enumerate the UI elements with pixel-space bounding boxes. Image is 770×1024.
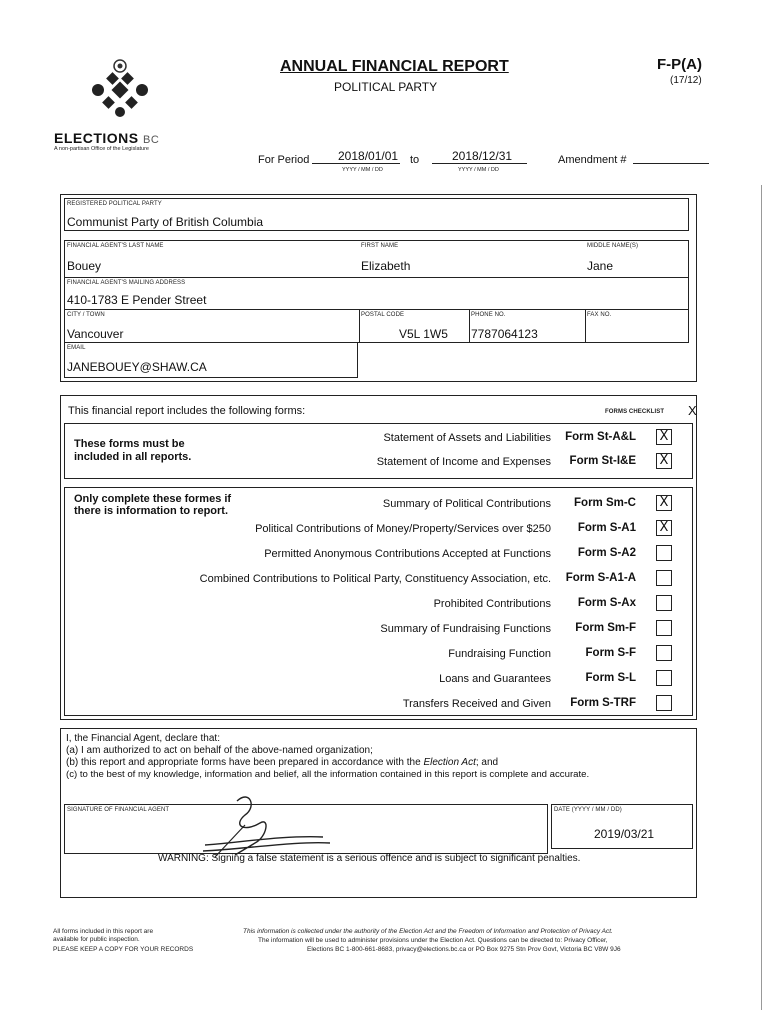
date-signed-label: DATE (YYYY / MM / DD) <box>554 807 622 813</box>
period-to: 2018/12/31 <box>452 149 513 163</box>
footer-left-1: All forms included in this report are <box>53 928 154 935</box>
optional-form-7-checkbox[interactable] <box>656 670 672 686</box>
optional-form-6-label: Fundraising Function <box>448 648 551 660</box>
first-name-field[interactable] <box>359 241 585 277</box>
declaration-line-b-pre: (b) this report and appropriate forms have been prepared in accordance with the <box>66 757 424 768</box>
date-hint-from: YYYY / MM / DD <box>342 167 383 173</box>
fax-label: FAX NO. <box>587 312 612 318</box>
org-name <box>54 130 159 146</box>
form-code: F-P(A) <box>657 56 702 73</box>
fax-field[interactable] <box>585 310 688 342</box>
forms-checklist-label: FORMS CHECKLIST <box>605 409 665 415</box>
footer-right-3: Elections BC 1-800-661-8683, privacy@elections.bc.ca or PO Box 9275 Stn Prov Govt, Victoria BC V8W 9J6 <box>307 946 621 953</box>
optional-form-5-checkbox[interactable] <box>656 620 672 636</box>
signature-label: SIGNATURE OF FINANCIAL AGENT <box>67 807 170 813</box>
optional-form-4-label: Prohibited Contributions <box>433 598 551 610</box>
date-hint-to: YYYY / MM / DD <box>458 167 499 173</box>
middle-name-field[interactable] <box>585 241 688 277</box>
optional-form-6-code: Form S-F <box>585 647 636 659</box>
period-from: 2018/01/01 <box>338 149 399 163</box>
optional-form-3-label: Combined Contributions to Political Party, Constituency Association, etc. <box>199 573 551 585</box>
form-version: (17/12) <box>670 75 702 86</box>
email-value: JANEBOUEY@SHAW.CA <box>67 360 207 374</box>
optional-form-1-label: Political Contributions of Money/Property/Services over $250 <box>255 523 551 535</box>
mailing-address-field[interactable] <box>64 277 689 310</box>
required-form-1-code: Form St-I&E <box>569 455 636 467</box>
declaration-line-b-act: Election Act <box>423 757 476 768</box>
city-value: Vancouver <box>67 327 124 341</box>
elections-bc-logo <box>80 52 160 130</box>
optional-form-0-checkbox[interactable]: X <box>656 495 672 511</box>
postal-code-value: V5L 1W5 <box>399 327 448 341</box>
optional-form-5-code: Form Sm-F <box>575 622 636 634</box>
forms-intro: This financial report includes the following forms: <box>68 405 306 417</box>
scan-edge-line <box>761 185 762 1010</box>
required-form-1-checkbox[interactable]: X <box>656 453 672 469</box>
last-name-field[interactable] <box>65 241 359 277</box>
email-field[interactable] <box>64 342 358 378</box>
optional-form-4-checkbox[interactable] <box>656 595 672 611</box>
optional-form-8-checkbox[interactable] <box>656 695 672 711</box>
optional-form-3-checkbox[interactable] <box>656 570 672 586</box>
report-title: ANNUAL FINANCIAL REPORT <box>280 58 509 75</box>
period-label: For Period <box>258 154 310 166</box>
date-signed-field[interactable] <box>551 804 693 849</box>
agent-name-row <box>64 240 689 278</box>
optional-form-2-label: Permitted Anonymous Contributions Accepted at Functions <box>264 548 551 560</box>
city-field[interactable] <box>65 310 360 342</box>
footer-right-2: The information will be used to administer provisions under the Election Act. Questions can be directed to: Privacy Officer, <box>258 937 608 944</box>
last-name-label: FINANCIAL AGENT'S LAST NAME <box>67 243 164 249</box>
optional-form-8-code: Form S-TRF <box>570 697 636 709</box>
amendment-field[interactable] <box>633 149 709 164</box>
middle-name-value: Jane <box>587 259 614 273</box>
footer-right-1: This information is collected under the authority of the Election Act and the Freedom of Information and Protection of Privacy Act. <box>243 928 613 935</box>
optional-forms-note: Only complete these formes if there is information to report. <box>74 493 232 517</box>
forms-checklist-mark: X <box>688 403 697 418</box>
org-name-text: ELECTIONS <box>54 130 139 146</box>
org-name-suffix: BC <box>143 134 160 146</box>
middle-name-label: MIDDLE NAME(S) <box>587 243 639 249</box>
optional-form-3-code: Form S-A1-A <box>565 572 636 584</box>
optional-form-7-code: Form S-L <box>585 672 636 684</box>
declaration-intro: I, the Financial Agent, declare that: <box>66 733 220 744</box>
registered-party-field[interactable] <box>64 198 689 231</box>
registered-party-label: REGISTERED POLITICAL PARTY <box>67 201 162 207</box>
optional-form-2-code: Form S-A2 <box>577 547 636 559</box>
amendment-label: Amendment # <box>558 154 627 166</box>
optional-form-5-label: Summary of Fundraising Functions <box>380 623 551 635</box>
optional-form-2-checkbox[interactable] <box>656 545 672 561</box>
signature-field[interactable] <box>64 804 548 854</box>
optional-form-6-checkbox[interactable] <box>656 645 672 661</box>
logo-icon <box>80 52 160 130</box>
required-form-0-label: Statement of Assets and Liabilities <box>383 432 551 444</box>
optional-form-8-label: Transfers Received and Given <box>402 698 551 710</box>
optional-form-1-checkbox[interactable]: X <box>656 520 672 536</box>
optional-form-0-code: Form Sm-C <box>574 497 636 509</box>
date-signed-value: 2019/03/21 <box>594 827 655 841</box>
location-row <box>64 309 689 343</box>
postal-code-field[interactable] <box>359 310 470 342</box>
org-tagline: A non-partisan Office of the Legislature <box>54 146 149 152</box>
warning-text: WARNING: Signing a false statement is a serious offence and is subject to significant penalties. <box>158 853 581 864</box>
required-form-0-checkbox[interactable]: X <box>656 429 672 445</box>
first-name-label: FIRST NAME <box>361 243 399 249</box>
phone-field[interactable] <box>469 310 586 342</box>
first-name-value: Elizabeth <box>361 259 411 273</box>
mailing-address-label: FINANCIAL AGENT'S MAILING ADDRESS <box>67 280 186 286</box>
optional-form-1-code: Form S-A1 <box>577 522 636 534</box>
phone-label: PHONE NO. <box>471 312 506 318</box>
report-subtitle: POLITICAL PARTY <box>334 80 438 94</box>
optional-form-0-label: Summary of Political Contributions <box>382 498 551 510</box>
declaration-line-c: (c) to the best of my knowledge, information and belief, all the information contained in this report is complete and accurate. <box>66 769 590 780</box>
declaration-line-a: (a) I am authorized to act on behalf of the above-named organization; <box>66 745 373 756</box>
last-name-value: Bouey <box>67 259 102 273</box>
declaration-line-b <box>66 757 498 768</box>
required-form-1-label: Statement of Income and Expenses <box>376 456 551 468</box>
required-form-0-code: Form St-A&L <box>565 431 636 443</box>
city-label: CITY / TOWN <box>67 312 105 318</box>
footer-left-2: available for public inspection. <box>53 936 140 943</box>
phone-value: 7787064123 <box>471 327 538 341</box>
registered-party-value: Communist Party of British Columbia <box>67 215 264 229</box>
mailing-address-value: 410-1783 E Pender Street <box>67 293 207 307</box>
postal-code-label: POSTAL CODE <box>361 312 405 318</box>
period-to-label: to <box>410 154 420 166</box>
email-label: EMAIL <box>67 345 86 351</box>
footer-left-3: PLEASE KEEP A COPY FOR YOUR RECORDS <box>53 946 194 953</box>
optional-form-4-code: Form S-Ax <box>577 597 636 609</box>
declaration-line-b-post: ; and <box>475 757 499 768</box>
required-forms-note: These forms must be included in all reports. <box>74 438 192 463</box>
optional-form-7-label: Loans and Guarantees <box>439 673 551 685</box>
